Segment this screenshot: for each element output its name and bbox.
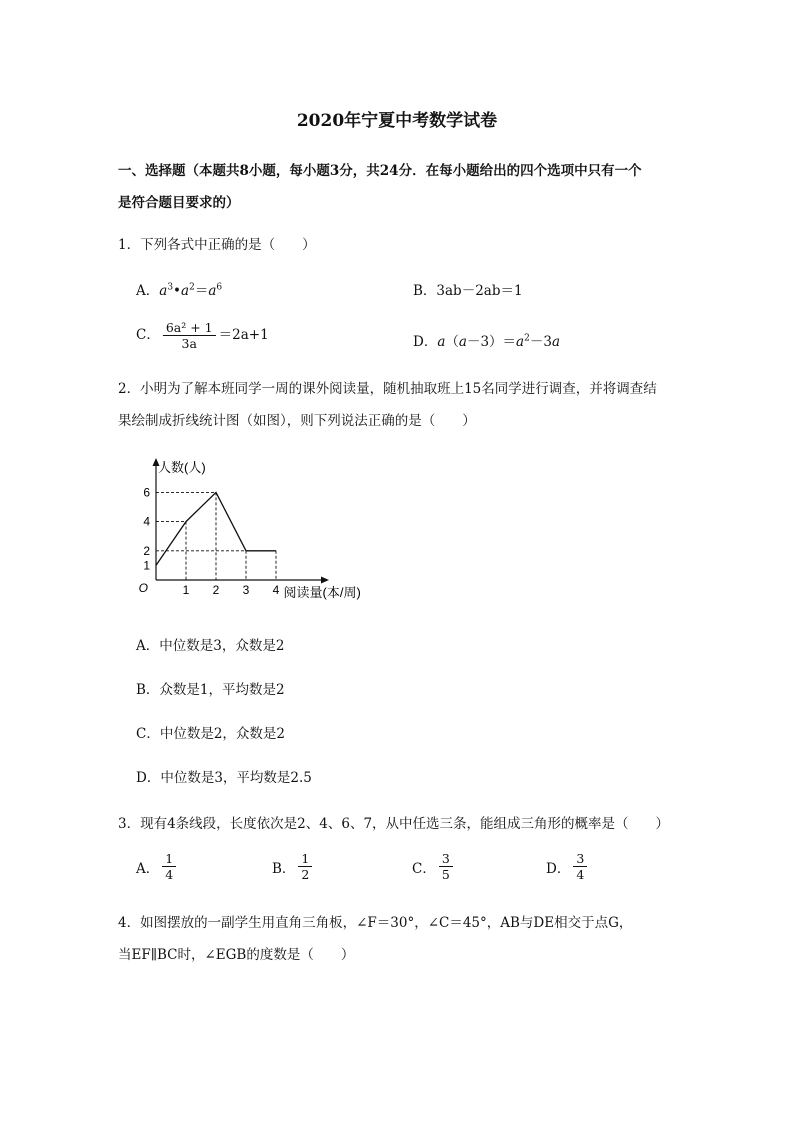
x-axis-label: 阅读量(本/周) bbox=[283, 585, 361, 600]
q3-option-d-numerator: 3 bbox=[573, 851, 587, 867]
q3-option-c bbox=[412, 851, 456, 882]
q3-option-a-denominator: 4 bbox=[165, 867, 174, 882]
y-tick-label: 2 bbox=[143, 543, 150, 558]
q3-option-b-fraction bbox=[298, 851, 312, 882]
q1-option-b-text: 3ab－2ab＝1 bbox=[436, 283, 523, 299]
q2-line-chart bbox=[130, 450, 390, 610]
q1-option-c-fraction bbox=[163, 320, 216, 351]
section-heading-line1: 一、选择题（本题共8小题，每小题3分，共24分．在每小题给出的四个选项中只有一个 bbox=[118, 163, 642, 179]
q1-option-c-rhs: ＝2a+1 bbox=[218, 327, 269, 343]
q3-stem: 3．现有4条线段，长度依次是2、4、6、7，从中任选三条，能组成三角形的概率是（ ） bbox=[118, 816, 670, 832]
y-tick-label: 1 bbox=[143, 558, 150, 573]
q3-option-d bbox=[546, 851, 590, 882]
y-tick-label: 6 bbox=[143, 485, 150, 500]
q1-option-c-prefix: C． bbox=[136, 327, 160, 343]
q1-option-c-denominator: 3a bbox=[181, 336, 197, 351]
q1-option-a bbox=[136, 279, 222, 299]
q3-option-a-prefix: A． bbox=[136, 860, 160, 877]
origin-label: O bbox=[138, 581, 148, 595]
q3-option-c-prefix: C． bbox=[412, 860, 436, 877]
x-tick-label: 3 bbox=[242, 583, 250, 597]
q2-option-a: A．中位数是3，众数是2 bbox=[136, 638, 285, 654]
q4-stem-line1: 4．如图摆放的一副学生用直角三角板，∠F＝30°，∠C＝45°，AB与DE相交于点G， bbox=[118, 915, 633, 931]
q3-option-b-prefix: B． bbox=[272, 860, 296, 877]
y-tick-label: 4 bbox=[143, 514, 150, 529]
page-title: 2020年宁夏中考数学试卷 bbox=[296, 111, 498, 131]
q1-option-a-prefix: A． bbox=[136, 283, 160, 299]
x-tick-label: 2 bbox=[212, 583, 220, 597]
q3-option-c-numerator: 3 bbox=[439, 851, 453, 867]
x-axis-arrow bbox=[321, 577, 329, 584]
q3-option-d-denominator: 4 bbox=[576, 867, 585, 882]
q1-option-c bbox=[136, 320, 269, 351]
q1-option-d-expr: $a(a-3)=a^2-3a$ bbox=[437, 333, 560, 350]
q4-stem-line2: 当EF∥BC时，∠EGB的度数是（ ） bbox=[118, 947, 355, 963]
q3-option-c-fraction bbox=[439, 851, 453, 882]
x-tick-label: 1 bbox=[182, 583, 190, 597]
q3-option-d-fraction bbox=[573, 851, 587, 882]
q3-option-a-numerator: 1 bbox=[162, 851, 176, 867]
q2-stem-line1: 2．小明为了解本班同学一周的课外阅读量，随机抽取班上15名同学进行调查，并将调查结 bbox=[118, 381, 657, 397]
q1-option-d bbox=[413, 330, 560, 350]
q1-stem: 1．下列各式中正确的是（ ） bbox=[118, 237, 316, 253]
q3-option-c-denominator: 5 bbox=[441, 867, 450, 882]
q2-option-c: C．中位数是2，众数是2 bbox=[136, 726, 286, 742]
q1-option-a-expr: $a^3•a^2=a^6$ bbox=[159, 282, 223, 299]
q3-option-d-prefix: D． bbox=[546, 860, 571, 877]
q3-option-b-numerator: 1 bbox=[298, 851, 312, 867]
q2-option-d: D．中位数是3，平均数是2.5 bbox=[136, 770, 312, 786]
q2-stem-line2: 果绘制成折线统计图（如图），则下列说法正确的是（ ） bbox=[118, 413, 476, 429]
q2-option-b: B．众数是1，平均数是2 bbox=[136, 682, 285, 698]
q3-option-a bbox=[136, 851, 179, 882]
x-tick-label: 4 bbox=[272, 583, 280, 597]
q1-option-b-prefix: B． bbox=[413, 283, 437, 299]
q3-option-b bbox=[272, 851, 315, 882]
q3-option-b-denominator: 2 bbox=[301, 867, 310, 882]
q3-option-a-fraction bbox=[162, 851, 176, 882]
section-heading-line2: 是符合题目要求的） bbox=[118, 195, 240, 211]
q1-option-d-prefix: D． bbox=[413, 334, 438, 350]
q1-option-b bbox=[413, 279, 523, 299]
y-axis-label: 人数(人) bbox=[158, 460, 206, 475]
q1-option-c-numerator: 6a² + 1 bbox=[163, 320, 216, 336]
